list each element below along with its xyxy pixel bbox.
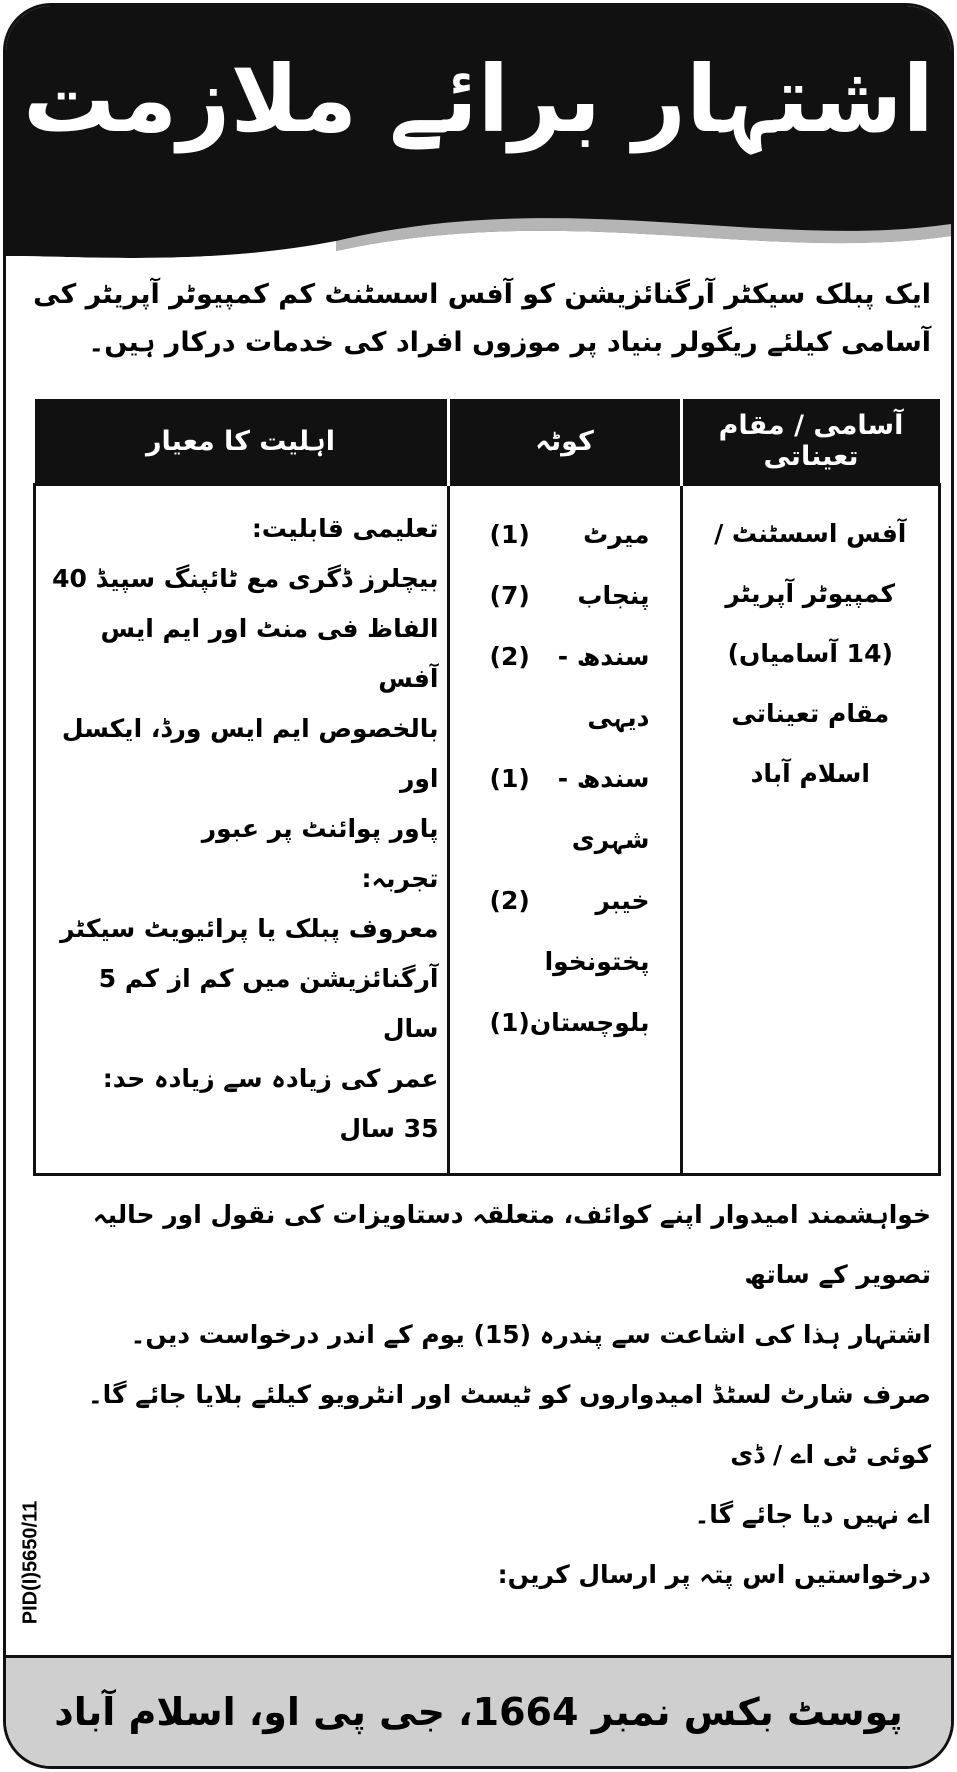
quota-region: میرٹ (583, 520, 650, 549)
quota-count: (2) (489, 886, 530, 915)
quota-region: بلوچستان (529, 1008, 650, 1037)
job-advertisement (3, 3, 954, 1769)
age-value: 35 سال (339, 1114, 439, 1143)
post-line: کمپیوٹر آپریٹر (725, 579, 896, 608)
quota-count: (1) (489, 1008, 530, 1037)
education-line: الفاظ فی منٹ اور ایم ایس آفس (100, 614, 439, 693)
education-label: تعلیمی قابلیت: (251, 514, 439, 543)
experience-label: تجربہ: (361, 864, 439, 893)
post-line: آفس اسسٹنٹ / (714, 519, 907, 548)
post-line: مقام تعیناتی اسلام آباد (731, 699, 890, 788)
quota-count: (7) (489, 581, 530, 610)
quota-count: (1) (489, 520, 530, 549)
quota-count: (1) (489, 764, 530, 793)
instruction-line: اے نہیں دیا جائے گا۔ (694, 1500, 931, 1529)
education-line: بیچلرز ڈگری مع ٹائپنگ سپیڈ 40 (52, 564, 439, 593)
header-swoosh (6, 196, 951, 276)
intro-paragraph: ایک پبلک سیکٹر آرگنائزیشن کو آفس اسسٹنٹ کم کمپیوٹر آپریٹر کی آسامی کیلئے ریگولر بنیاد پر موزوں افراد کی خدمات درکار ہیں۔ (33, 279, 931, 358)
quota-row (460, 748, 670, 870)
experience-line: آرگنائزیشن میں کم از کم 5 سال (98, 964, 439, 1043)
post-line: (14 آسامیاں) (727, 639, 893, 668)
age-label: عمر کی زیادہ سے زیادہ حد: (102, 1064, 439, 1093)
post-cell (681, 485, 940, 1175)
quota-region: پنجاب (577, 581, 650, 610)
instructions (46, 1185, 931, 1605)
instruction-line: صرف شارٹ لسٹڈ امیدواروں کو ٹیسٹ اور انٹرویو کیلئے بلایا جائے گا۔ کوئی ٹی اے / ڈی (87, 1380, 931, 1469)
quota-region: سندھ - شہری (557, 764, 650, 854)
ad-title: اشتہار برائے ملازمت (23, 46, 934, 153)
instruction-line: درخواستیں اس پتہ پر ارسال کریں: (497, 1560, 931, 1589)
quota-count: (2) (489, 642, 530, 671)
experience-line: معروف پبلک یا پرائیویٹ سیکٹر (60, 914, 439, 943)
instruction-line: اشتہار ہذا کی اشاعت سے پندرہ (15) یوم کے اندر درخواست دیں۔ (130, 1320, 931, 1349)
quota-region: خیبر پختونخوا (544, 886, 650, 976)
pid-code: PID(I)5650/11 (19, 1500, 42, 1625)
address-footer: پوسٹ بکس نمبر 1664، جی پی او، اسلام آباد (6, 1655, 951, 1766)
vacancy-table (33, 399, 941, 1176)
quota-row (460, 565, 670, 626)
instruction-line: خواہشمند امیدوار اپنے کوائف، متعلقہ دستاویزات کی نقول اور حالیہ تصویر کے ساتھ (92, 1200, 931, 1289)
quota-row (460, 504, 670, 565)
education-line: بالخصوص ایم ایس ورڈ، ایکسل اور (61, 714, 439, 793)
education-line: پاور پوائنٹ پر عبور (201, 814, 439, 843)
quota-row (460, 626, 670, 748)
quota-cell (448, 485, 681, 1175)
header-eligibility: اہلیت کا معیار (35, 399, 449, 485)
header-post: آسامی / مقام تعیناتی (681, 399, 940, 485)
header-quota: کوٹہ (448, 399, 681, 485)
quota-row (460, 870, 670, 992)
quota-region: سندھ - دیہی (557, 642, 650, 732)
quota-row (460, 992, 670, 1053)
eligibility-cell (35, 485, 449, 1175)
